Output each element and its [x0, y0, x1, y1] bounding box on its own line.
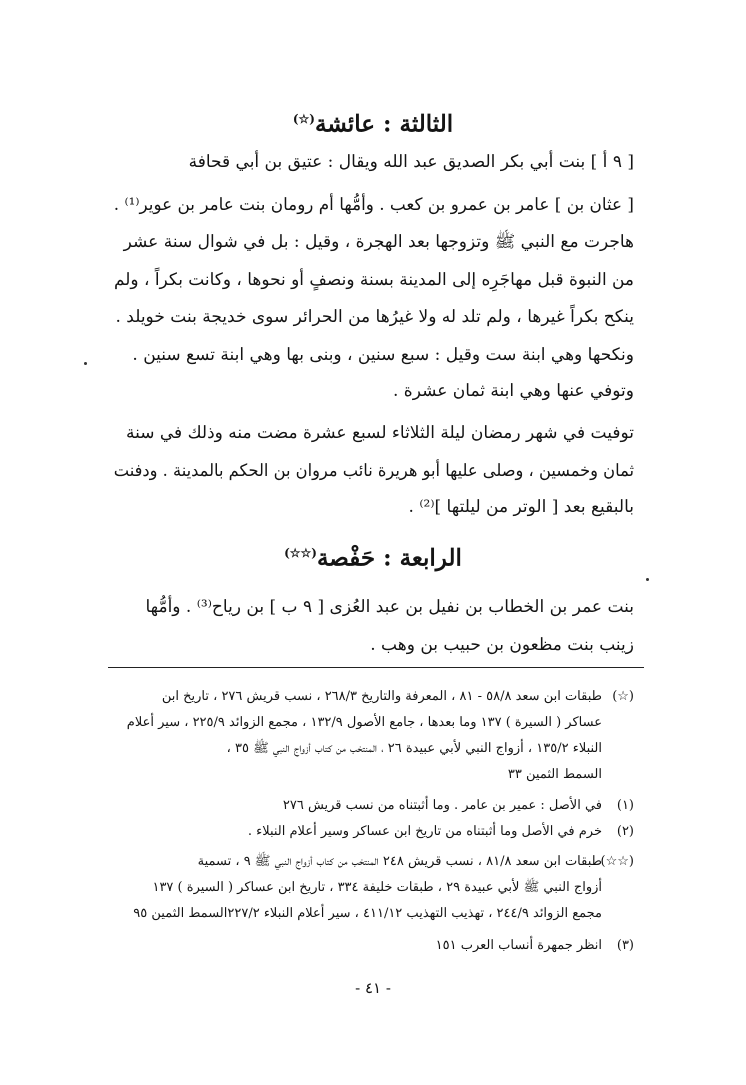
- body-line: [ ٩ أ ] بنت أبي بكر الصديق عبد الله ويقال : عتيق بن أبي قحافة: [188, 152, 634, 172]
- scan-speck: [84, 362, 87, 365]
- footnote-line: [94, 851, 634, 873]
- footnote-mark: (☆☆): [600, 854, 634, 869]
- footnote-line: عساكر ( السيرة ) ١٣٧ وما بعدها ، جامع الأصول ١٣٢/٩ ، مجمع الزوائد ٢٢٥/٩ ، سير أعلام: [126, 715, 602, 730]
- body-line: هاجرت مع النبي ﷺ وتزوجها بعد الهجرة ، وقيل : بل في شوال سنة عشر: [123, 232, 634, 252]
- footnote-mark: (١): [616, 798, 634, 813]
- body-line: من النبوة قبل مهاجَرِه إلى المدينة بسنة ونصفٍ أو نحوها ، وكانت بكراً ، ولم: [113, 270, 635, 290]
- body-line: بنت عمر بن الخطاب بن نفيل بن عبد العُزى [ ٩ ب ] بن رياح⁽³⁾ . وأمُّها: [145, 597, 634, 617]
- footnote-text: في الأصل : عمير بن عامر . وما أثبتناه من نسب قريش ٢٧٦: [282, 798, 602, 813]
- footnote-text: طبقات ابن سعد ٨١/٨ ، نسب قريش ٢٤٨ المنتخب من كتاب أزواج النبي ﷺ ٩ ، تسمية: [197, 854, 602, 869]
- footnote-mark: (٣): [616, 938, 634, 953]
- footnote-line: السمط الثمين ٣٣: [507, 767, 602, 782]
- body-line: ينكح بكراً غيرها ، ولم تلد له ولا غيرُها من الحرائر سوى خديجة بنت خويلد .: [115, 307, 634, 327]
- scan-speck: [646, 578, 649, 581]
- footnote-line: [94, 795, 634, 817]
- footnote-line: مجمع الزوائد ٢٤٤/٩ ، تهذيب التهذيب ٤١١/١٢ ، سير أعلام النبلاء ٢٢٧/٢السمط الثمين ٩٥: [133, 906, 602, 921]
- heading-title: الرابعة : حَفْصة: [316, 544, 462, 572]
- footnote-line: أزواج النبي ﷺ لأبي عبيدة ٢٩ ، طبقات خليفة ٣٣٤ ، تاريخ ابن عساكر ( السيرة ) ١٣٧: [152, 880, 602, 895]
- footnote-line: [94, 686, 634, 708]
- section-heading-aisha: [0, 104, 746, 140]
- body-line: ثمان وخمسين ، وصلى عليها أبو هريرة نائب مروان بن الحكم بالمدينة . ودفنت: [113, 461, 635, 481]
- body-line: وتوفي عنها وهي ابنة ثمان عشرة .: [393, 381, 634, 401]
- heading-footnote-mark: (☆☆): [284, 546, 317, 560]
- body-line: ونكحها وهي ابنة ست وقيل : سبع سنين ، وبنى بها وهي ابنة تسع سنين .: [132, 345, 634, 365]
- footnote-mark: (٢): [616, 824, 634, 839]
- section-heading-hafsa: [0, 538, 746, 574]
- footnote-divider: [108, 667, 644, 668]
- heading-title: الثالثة : عائشة: [315, 110, 454, 138]
- footnote-line: النبلاء ١٣٥/٢ ، أزواج النبي لأبي عبيدة ٢٦ ، المنتخب من كتاب أزواج النبي ﷺ ٣٥ ،: [226, 741, 602, 756]
- body-line: [ عثان بن ] عامر بن عمرو بن كعب . وأمُّها أم رومان بنت عامر بن عوير⁽¹⁾ .: [113, 195, 635, 215]
- body-line: بالبقيع بعد [ الوتر من ليلتها ]⁽²⁾ .: [408, 497, 634, 517]
- footnote-line: [94, 821, 634, 843]
- heading-footnote-mark: (☆): [292, 112, 315, 126]
- footnote-text: انظر جمهرة أنساب العرب ١٥١: [435, 938, 602, 953]
- body-line: زينب بنت مظعون بن حبيب بن وهب .: [370, 635, 634, 655]
- body-line: توفيت في شهر رمضان ليلة الثلاثاء لسبع عشرة مضت منه وذلك في سنة: [126, 423, 634, 443]
- footnote-text: خرم في الأصل وما أثبتناه من تاريخ ابن عساكر وسير أعلام النبلاء .: [247, 824, 602, 839]
- footnote-line: [94, 935, 634, 957]
- page-number: - ٤١ -: [355, 979, 391, 997]
- footnote-text: طبقات ابن سعد ٥٨/٨ - ٨١ ، المعرفة والتاريخ ٢٦٨/٣ ، نسب قريش ٢٧٦ ، تاريخ ابن: [161, 689, 602, 704]
- footnote-mark: (☆): [612, 689, 634, 704]
